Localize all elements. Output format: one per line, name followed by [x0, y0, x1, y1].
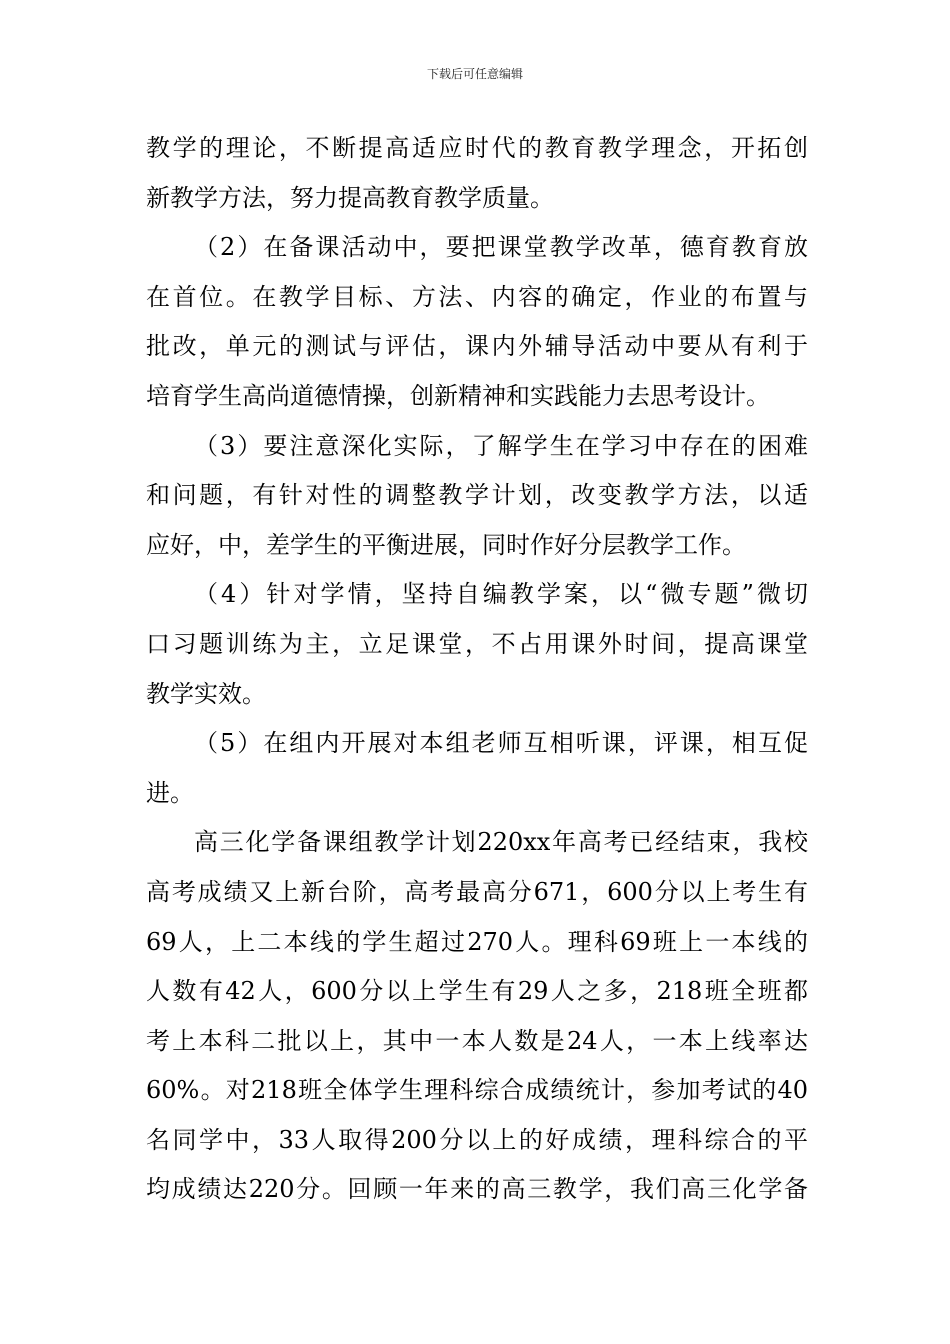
paragraph-start-line: （4）针对学情，坚持自编教学案，以“微专题”微切	[194, 580, 808, 609]
document-body	[146, 124, 808, 1215]
text-line: 均成绩达220分。回顾一年来的高三教学，我们高三化学备	[146, 1175, 808, 1204]
text-line: 口习题训练为主，立足课堂，不占用课外时间，提高课堂	[146, 629, 808, 658]
text-line: 教学的理论，不断提高适应时代的教育教学理念，开拓创	[146, 134, 808, 162]
text-line: 名同学中，33人取得200分以上的好成绩，理科综合的平	[146, 1125, 808, 1154]
paragraph-start-line: （5）在组内开展对本组老师互相听课，评课，相互促	[194, 729, 808, 758]
text-line: 批改，单元的测试与评估，课内外辅导活动中要从有利于	[146, 332, 808, 361]
page-header: 下载后可任意编辑	[426, 67, 523, 81]
text-line: 考上本科二批以上，其中一本人数是24人，一本上线率达	[146, 1026, 808, 1055]
text-line: 在首位。在教学目标、方法、内容的确定，作业的布置与	[146, 282, 808, 311]
paragraph-start-line: （3）要注意深化实际，了解学生在学习中存在的困难	[194, 431, 808, 460]
text-line: 培育学生高尚道德情操，创新精神和实践能力去思考设计。	[146, 381, 770, 410]
text-line: 教学实效。	[146, 679, 266, 708]
text-line: 进。	[146, 778, 194, 807]
text-line: 60%。对218班全体学生理科综合成绩统计，参加考试的40	[146, 1076, 808, 1105]
paragraph-start-line: 高三化学备课组教学计划220xx年高考已经结束，我校	[194, 828, 808, 857]
text-line: 和问题，有针对性的调整教学计划，改变教学方法，以适	[146, 481, 808, 510]
text-line: 新教学方法，努力提高教育教学质量。	[146, 183, 554, 212]
text-line: 69人，上二本线的学生超过270人。理科69班上一本线的	[146, 927, 808, 956]
text-line: 人数有42人，600分以上学生有29人之多，218班全班都	[146, 977, 808, 1006]
text-line: 应好，中，差学生的平衡进展，同时作好分层教学工作。	[146, 530, 746, 559]
text-line: 高考成绩又上新台阶，高考最高分671，600分以上考生有	[146, 877, 808, 906]
paragraph-start-line: （2）在备课活动中，要把课堂教学改革，德育教育放	[194, 233, 808, 262]
